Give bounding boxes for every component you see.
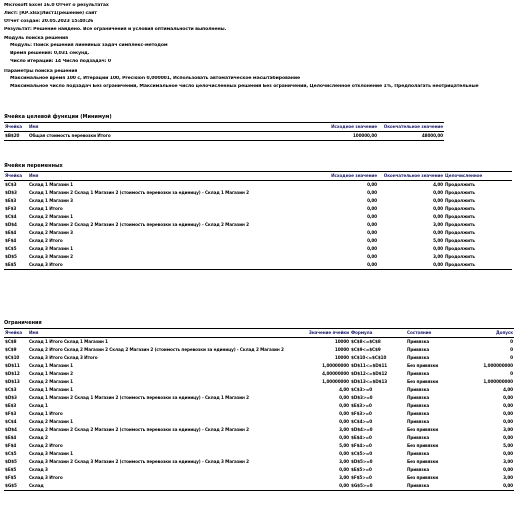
variables-title: Ячейки переменных [4,163,63,169]
table-cell: Склад 1 Магазин 1 [29,182,73,187]
cell-address: $C$4 [5,419,17,424]
table-cell: Склад 2 Магазин 1 [29,419,73,424]
engine-line: Число итераций: 14 Число подзадач: 0 [10,59,112,64]
table-cell: $C$4>=0 [351,419,373,424]
table-row [4,458,514,466]
column-header: Исходное значение [331,124,377,129]
table-row [4,181,512,190]
cell-address: $C$10 [5,355,20,360]
table-cell: Склад 1 Магазин 2 Склад 1 Магазин 2 (стоимость перевозки за единицу) - Склад 1 Магазин 2 [29,395,249,400]
table-cell: Продолжить [445,230,475,235]
table-cell: Без привязки [407,379,439,384]
table-cell: 0 [510,355,513,360]
table-row [4,338,514,347]
cell-address: $D$3 [5,190,17,195]
table-cell: $F$4>=0 [351,443,372,448]
table-cell: Склад 2 Магазин 2 Склад 2 Магазин 2 (стоимость перевозки за единицу) - Склад 2 Магазин 2 [29,427,249,432]
table-cell: $D$12<=$D$12 [351,371,388,376]
cell-address: $D$13 [5,379,20,384]
table-row [4,221,512,229]
table-cell: 1,000000000 [483,379,513,384]
table-cell: 0,00 [433,246,443,251]
table-cell: 0,00 [503,403,513,408]
column-header: Исходное значение [331,173,377,178]
table-cell: Склад 2 Магазин 1 [29,379,73,384]
table-cell: Склад 2 Магазин 3 [29,230,73,235]
table-cell: Склад 1 Магазин 2 [29,371,73,376]
table-cell: Склад 2 [29,435,48,440]
table-cell: Склад 3 [29,467,48,472]
table-cell: 0,00 [433,190,443,195]
table-row [4,410,514,418]
cell-address: $E$3 [5,198,17,203]
table-row [4,229,512,237]
table-cell: Привязка [407,395,430,400]
table-cell: Склад 2 Итого [29,238,63,243]
cell-address: $F$4 [5,443,17,448]
table-cell: 0,00 [503,411,513,416]
engine-title: Модуль поиска решения [4,36,69,41]
cell-address: $C$4 [5,214,17,219]
table-cell: Привязка [407,403,430,408]
table-cell: 0,00 [433,230,443,235]
cell-address: $E$5 [5,262,17,267]
table-row [4,442,514,450]
cell-address: $C$8 [5,339,17,344]
table-cell: 0,00 [367,230,377,235]
table-cell: 5,00 [433,238,443,243]
table-cell: 0,00 [367,214,377,219]
table-cell: Продолжить [445,262,475,267]
table-cell: 3,00 [339,475,349,480]
constraints-title: Ограничения [4,320,42,326]
table-cell: 0,00 [433,262,443,267]
table-cell: Привязка [407,451,430,456]
table-cell: 0,00 [339,419,349,424]
table-cell: Продолжить [445,182,475,187]
table-cell: 0,00 [339,483,349,488]
table-row [4,370,514,378]
params-title: Параметры поиска решения [4,69,78,74]
table-row [4,189,512,197]
table-cell: $F$5>=0 [351,475,372,480]
sheet-line: Лист: [КР.xlsx]Лист1(решение) сайт [4,11,97,16]
constraints-table [4,328,514,491]
table-cell: $C$5>=0 [351,451,373,456]
table-cell: 0,00 [433,214,443,219]
table-cell: 0,00 [367,262,377,267]
table-cell: Склад 2 Итого [29,443,63,448]
table-cell: 0,00 [367,198,377,203]
table-cell: Продолжить [445,214,475,219]
table-cell: $D$5>=0 [351,459,373,464]
table-cell: 0,00 [367,206,377,211]
cell-address: $C$5 [5,246,17,251]
table-row [4,205,512,213]
table-cell: Привязка [407,347,430,352]
table-row [4,261,512,270]
table-cell: 4,00 [433,182,443,187]
cell-address: $E$4 [5,435,17,440]
table-cell: Продолжить [445,198,475,203]
table-cell: 4,00 [339,387,349,392]
table-row [4,237,512,245]
table-cell: Продолжить [445,246,475,251]
table-cell: 0,00 [503,395,513,400]
table-row [4,434,514,442]
table-cell: Без привязки [407,443,439,448]
table-row [4,466,514,474]
table-cell: Склад 3 Магазин 1 [29,246,73,251]
table-cell: Склад 1 Магазин 1 [29,363,73,368]
table-row [4,394,514,402]
cell-address: $E$4 [5,230,17,235]
column-header: Формула [351,330,373,335]
table-cell: Привязка [407,355,430,360]
table-cell: Без привязки [407,363,439,368]
column-header: Ячейка [5,173,22,178]
table-cell: Без привязки [407,475,439,480]
table-cell: 5,00 [339,443,349,448]
cell-address: $F$3 [5,411,17,416]
params-line: Максимальное число подзадач Без ограничений, Максимальное число целочисленных решений Без ограничений, Целочисленное отклонение 1%, Предполагать неотрицательные [10,84,479,89]
cell-address: $C$9 [5,347,17,352]
table-cell: 0,00 [367,190,377,195]
params-line: Максимальное время 100 с, Итерации 100, Precision 0,000001, Использовать автоматическое масштабирование [10,76,301,81]
cell-address: $C$3 [5,182,17,187]
table-row [4,474,514,482]
table-cell: 3,00 [339,427,349,432]
table-row [4,245,512,253]
column-header: Целочисленное [445,173,483,178]
table-row [4,354,514,362]
table-cell: 0,00 [433,206,443,211]
table-cell: $C$3>=0 [351,387,373,392]
table-cell: Склад 1 Итого [29,411,63,416]
cell-address: $E$3 [5,403,17,408]
table-cell: 3,00 [433,254,443,259]
table-cell: Привязка [407,419,430,424]
column-header: Состояние [407,330,432,335]
table-cell: Склад 2 Магазин 1 [29,214,73,219]
table-row [4,346,514,354]
table-cell: Склад 3 Магазин 2 Склад 3 Магазин 2 (стоимость перевозки за единицу) - Склад 3 Магазин 2 [29,459,249,464]
table-cell: 100000,00 [352,133,377,138]
table-cell: 3,00 [503,459,513,464]
table-cell: 10000 [334,339,349,344]
table-cell: 0,00 [339,435,349,440]
table-cell: 3,00 [339,459,349,464]
table-row [4,378,514,386]
table-cell: 0,00 [339,403,349,408]
table-cell: $E$3>=0 [351,403,372,408]
table-cell: Склад [29,483,44,488]
table-cell: 0,00 [503,419,513,424]
table-cell: 0,00 [339,411,349,416]
table-cell: $D$4>=0 [351,427,373,432]
column-header: Окончательное значение [383,124,443,129]
table-cell: 0,00 [339,467,349,472]
table-cell: $C$8<=$C$8 [351,339,381,344]
table-cell: Без привязки [407,459,439,464]
table-cell: 0,00 [503,467,513,472]
table-cell: Склад 3 Магазин 1 [29,451,73,456]
table-cell: Общая стоимость перевозки Итого [29,133,111,138]
cell-address: $G$5 [5,483,17,488]
cell-address: $B$20 [5,133,20,138]
engine-line: Время решения: 0,031 секунд. [10,51,90,56]
cell-address: $D$3 [5,395,17,400]
table-cell: $D$11<=$D$11 [351,363,388,368]
table-cell: $C$9<=$C$9 [351,347,381,352]
table-cell: 0,00 [367,254,377,259]
table-row [4,197,512,205]
table-row [4,402,514,410]
cell-address: $C$3 [5,387,17,392]
column-header: Значение ячейки [308,330,349,335]
objective-table [4,122,444,141]
table-cell: 0,00 [503,435,513,440]
table-row [4,450,514,458]
table-cell: 0,00 [339,395,349,400]
table-cell: 0,00 [503,451,513,456]
table-row [4,253,512,261]
table-cell: 1,000000000 [483,363,513,368]
table-cell: Продолжить [445,254,475,259]
table-cell: Без привязки [407,427,439,432]
table-cell: Привязка [407,371,430,376]
cell-address: $D$12 [5,371,20,376]
table-cell: $F$3>=0 [351,411,372,416]
table-cell: 0,00 [367,182,377,187]
table-cell: 0 [510,339,513,344]
cell-address: $D$4 [5,222,17,227]
table-cell: Привязка [407,435,430,440]
table-cell: 1,00000000 [322,363,349,368]
table-cell: 0,00 [367,222,377,227]
table-cell: 10000 [334,347,349,352]
table-cell: Продолжить [445,206,475,211]
table-cell: Продолжить [445,190,475,195]
cell-address: $D$5 [5,254,17,259]
table-cell: $C$10<=$C$10 [351,355,387,360]
column-header: Ячейка [5,330,22,335]
column-header: Окончательное значение [383,173,443,178]
table-cell: 0,00 [433,198,443,203]
table-cell: $D$3>=0 [351,395,373,400]
table-cell: 0,00 [367,238,377,243]
table-cell: 4,00000000 [322,371,349,376]
cell-address: $E$5 [5,467,17,472]
table-cell: Привязка [407,483,430,488]
table-cell: Привязка [407,411,430,416]
table-cell: Привязка [407,387,430,392]
table-row [4,132,444,141]
cell-address: $C$5 [5,451,17,456]
table-row [4,482,514,491]
app-line: Microsoft Excel 16.0 Отчет о результатах [4,3,109,8]
table-cell: Привязка [407,467,430,472]
table-row [4,362,514,370]
table-cell: Склад 1 Итого Склад 1 Магазин 1 [29,339,108,344]
table-cell: 3,00 [503,427,513,432]
cell-address: $D$4 [5,427,17,432]
table-cell: 3,00 [503,475,513,480]
table-row [4,426,514,434]
variables-table [4,171,512,270]
cell-address: $F$3 [5,206,17,211]
table-row [4,418,514,426]
table-cell: Склад 1 Итого [29,206,63,211]
table-cell: 4,00 [503,387,513,392]
engine-line: Модуль: Поиск решения линейных задач симплекс-методом [10,43,168,48]
column-header: Имя [29,330,39,335]
result-line: Результат: Решение найдено. Все ограничения и условия оптимальности выполнены. [4,27,227,32]
table-cell: Продолжить [445,222,475,227]
table-cell: Склад 1 Магазин 3 [29,198,73,203]
table-cell: Склад 1 Магазин 2 Склад 1 Магазин 2 (стоимость перевозки за единицу) - Склад 1 Магазин 2 [29,190,249,195]
cell-address: $F$4 [5,238,17,243]
table-cell: 5,00 [503,443,513,448]
date-line: Отчет создан: 20.05.2023 15:40:26 [4,19,94,24]
table-cell: 0,00 [367,246,377,251]
cell-address: $D$5 [5,459,17,464]
table-cell: 0 [510,347,513,352]
table-cell: Склад 1 [29,403,48,408]
table-cell: Склад 3 Итого [29,262,63,267]
table-cell: 0,00 [339,451,349,456]
table-cell: 1,00000000 [322,379,349,384]
table-cell: 48000,00 [421,133,443,138]
table-cell: Склад 3 Итого Склад 3 Итого [29,355,98,360]
column-header: Имя [29,173,39,178]
table-cell: Склад 3 Магазин 2 [29,254,73,259]
cell-address: $F$5 [5,475,17,480]
table-cell: $E$5>=0 [351,467,372,472]
table-cell: 10000 [334,355,349,360]
column-header: Допуск [496,330,513,335]
table-cell: Привязка [407,339,430,344]
table-cell: $D$13<=$D$13 [351,379,388,384]
table-cell: 3,00 [433,222,443,227]
table-cell: Склад 3 Итого [29,475,63,480]
table-cell: $E$4>=0 [351,435,372,440]
table-cell: 0,00 [503,483,513,488]
column-header: Имя [29,124,39,129]
table-cell: $G$5>=0 [351,483,373,488]
table-cell: Продолжить [445,238,475,243]
objective-title: Ячейка целевой функции (Минимум) [4,114,112,120]
table-cell: Склад 1 Магазин 1 [29,387,73,392]
table-row [4,386,514,394]
table-cell: 0 [510,371,513,376]
table-cell: Склад 2 Магазин 2 Склад 2 Магазин 2 (стоимость перевозки за единицу) - Склад 2 Магазин 2 [29,222,249,227]
table-cell: Склад 2 Итого Склад 2 Магазин 2 Склад 2 Магазин 2 (стоимость перевозки за единицу) - Склад 2 Магазин 2 [29,347,284,352]
cell-address: $D$11 [5,363,20,368]
table-row [4,213,512,221]
column-header: Ячейка [5,124,22,129]
